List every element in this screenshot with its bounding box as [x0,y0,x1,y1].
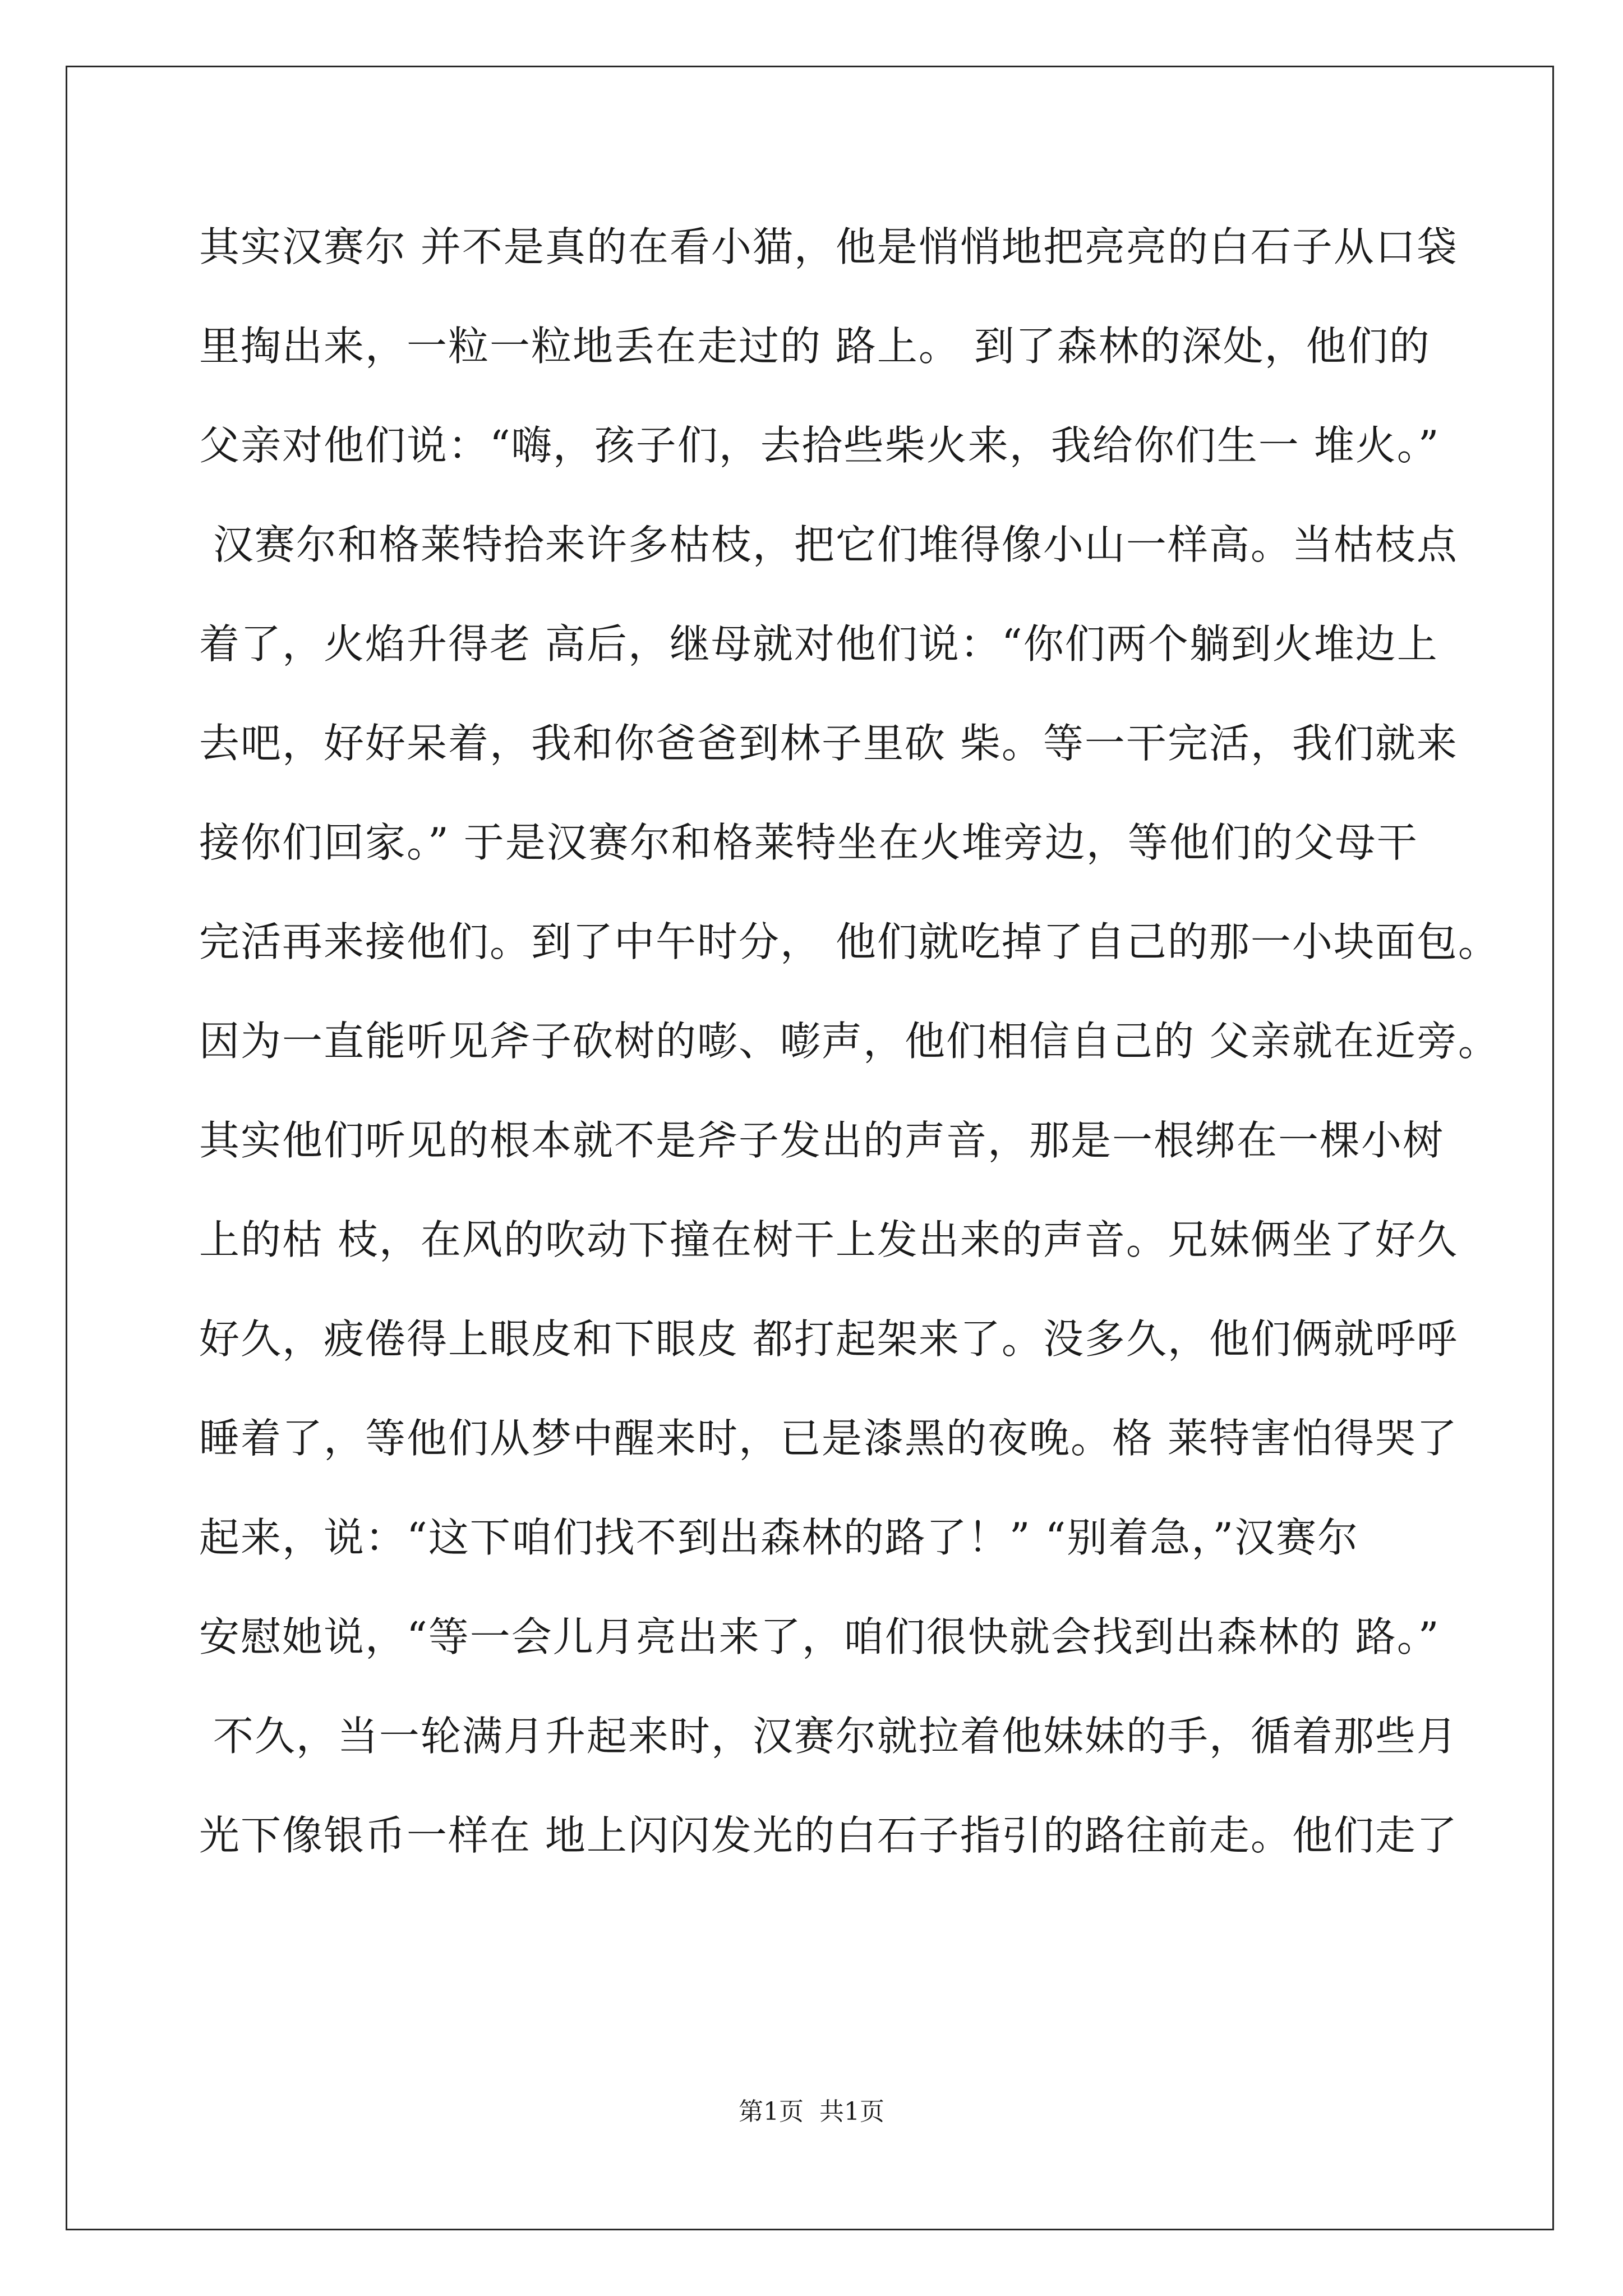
text-line: 着了，火焰升得老 高后，继母就对他们说：“你们两个躺到火堆边上 [199,620,1438,668]
text-line: 汉赛尔和格莱特拾来许多枯枝，把它们堆得像小山一样高。当枯枝点 [199,521,1458,568]
text-line: 起来，说：“这下咱们找不到出森林的路了！” “别着急，”汉赛尔 [199,1514,1359,1561]
text-line: 好久，疲倦得上眼皮和下眼皮 都打起架来了。没多久，他们俩就呼呼 [199,1315,1458,1363]
text-line: 因为一直能听见斧子砍树的嘭、嘭声，他们相信自己的 父亲就在近旁。 [199,1018,1500,1065]
text-line: 不久，当一轮满月升起来时，汉赛尔就拉着他妹妹的手，循着那些月 [199,1713,1458,1760]
text-line: 完活再来接他们。到了中午时分， 他们就吃掉了自己的那一小块面包。 [199,918,1500,965]
text-line: 其实汉赛尔 并不是真的在看小猫，他是悄悄地把亮亮的白石子从口袋 [199,223,1458,270]
text-line: 光下像银币一样在 地上闪闪发光的白石子指引的路往前走。他们走了 [199,1812,1458,1859]
text-line: 父亲对他们说：“嗨，孩子们，去拾些柴火来，我给你们生一 堆火。” [199,422,1440,469]
page-footer: 第1页 共1页 [739,2097,884,2126]
text-line: 其实他们听见的根本就不是斧子发出的声音，那是一根绑在一棵小树 [199,1117,1445,1164]
text-line: 上的枯 枝，在风的吹动下撞在树干上发出来的声音。兄妹俩坐了好久 [199,1216,1458,1263]
text-line: 里掏出来，一粒一粒地丢在走过的 路上。 到了森林的深处，他们的 [199,323,1431,370]
text-line: 去吧，好好呆着，我和你爸爸到林子里砍 柴。等一干完活，我们就来 [199,720,1458,767]
text-line: 睡着了，等他们从梦中醒来时，已是漆黑的夜晚。格 莱特害怕得哭了 [199,1415,1458,1462]
text-line: 接你们回家。” 于是汉赛尔和格莱特坐在火堆旁边，等他们的父母干 [199,819,1418,866]
text-line: 安慰她说，“等一会儿月亮出来了，咱们很快就会找到出森林的 路。” [199,1613,1440,1660]
